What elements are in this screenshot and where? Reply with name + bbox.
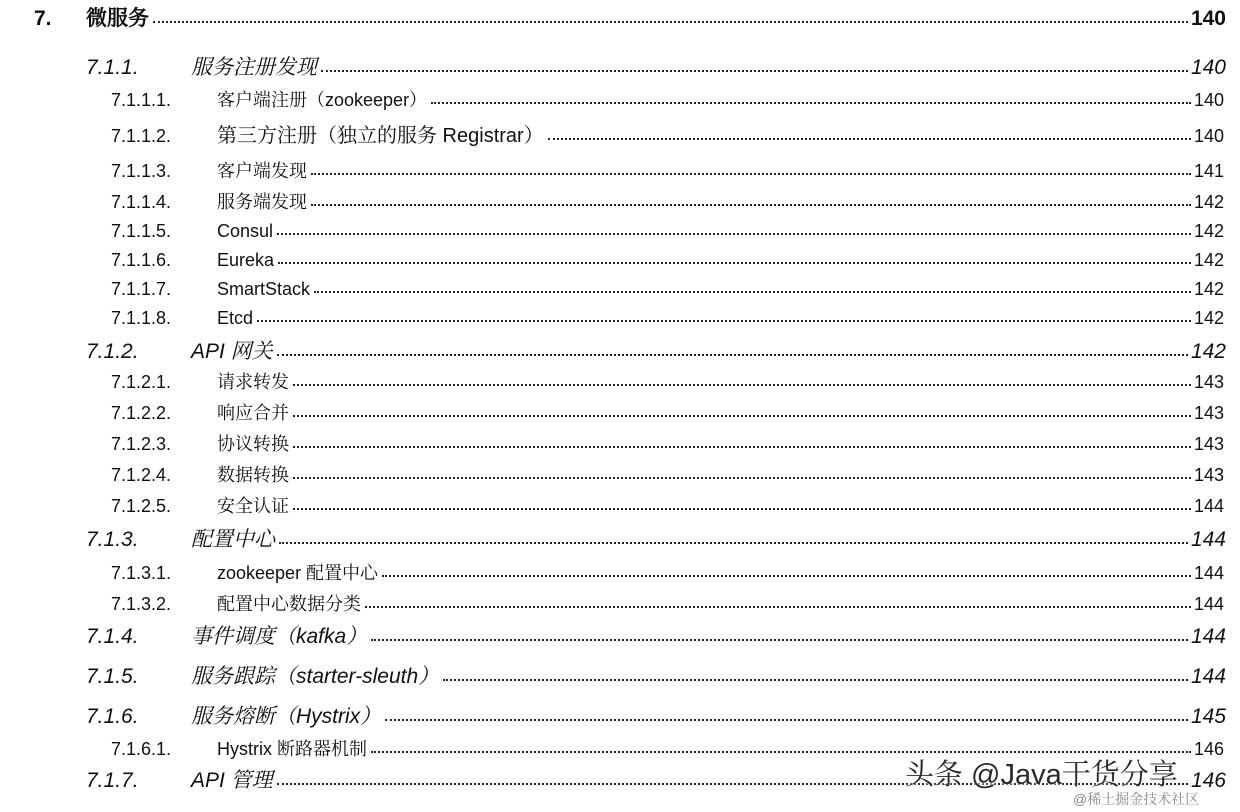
toc-page-number: 140 <box>1193 126 1224 146</box>
toc-entry-subsection[interactable] <box>111 309 1224 327</box>
dot-leader <box>548 138 1191 140</box>
toc-number: 7.1.2.2. <box>111 403 172 423</box>
dot-leader <box>279 542 1188 544</box>
toc-number: 7.1.1.5. <box>111 221 172 241</box>
toc-number: 7. <box>34 7 52 30</box>
toc-entry-chapter[interactable] <box>34 8 1226 29</box>
toc-entry-section[interactable] <box>86 529 1226 550</box>
dot-leader <box>257 320 1191 322</box>
toc-entry-subsection[interactable] <box>111 126 1224 146</box>
toc-entry-section[interactable] <box>86 666 1226 687</box>
toc-number: 7.1.2.5. <box>111 496 172 516</box>
toc-number: 7.1.3. <box>86 528 139 551</box>
toc-entry-subsection[interactable] <box>111 435 1224 453</box>
toc-entry-section[interactable] <box>86 706 1226 727</box>
toc-page-number: 144 <box>1190 625 1226 648</box>
toc-title: 服务端发现 <box>217 192 307 212</box>
toc-number: 7.1.1.3. <box>111 161 172 181</box>
toc-page-number: 142 <box>1193 250 1224 270</box>
toc-title: SmartStack <box>217 279 311 299</box>
toc-page-number: 143 <box>1193 403 1224 423</box>
toc-number: 7.1.7. <box>86 769 139 792</box>
toc-entry-subsection[interactable] <box>111 222 1224 240</box>
toc-page-number: 144 <box>1193 594 1224 614</box>
dot-leader <box>277 233 1191 235</box>
toc-entry-subsection[interactable] <box>111 497 1224 515</box>
toc-title: 第三方注册（独立的服务 Registrar） <box>217 125 544 147</box>
dot-leader <box>293 508 1191 510</box>
toc-title: 事件调度（kafka） <box>191 625 368 648</box>
dot-leader <box>431 102 1191 104</box>
toc-title: Eureka <box>217 250 275 270</box>
toc-page-number: 142 <box>1193 192 1224 212</box>
toc-title: Etcd <box>217 308 254 328</box>
watermark-sub: @稀土掘金技术社区 <box>1073 791 1200 807</box>
toc-title: 微服务 <box>86 7 149 30</box>
dot-leader <box>293 415 1191 417</box>
dot-leader <box>371 639 1188 641</box>
watermark-main: 头条 @Java干货分享 <box>905 759 1178 791</box>
toc-title: 服务注册发现 <box>191 56 317 79</box>
toc-title: 客户端发现 <box>217 161 307 181</box>
dot-leader <box>153 21 1188 23</box>
toc-page-number: 144 <box>1190 665 1226 688</box>
dot-leader <box>443 679 1188 681</box>
toc-page-number: 143 <box>1193 372 1224 392</box>
toc-page-number: 143 <box>1193 434 1224 454</box>
dot-leader <box>311 173 1191 175</box>
toc-page-number: 143 <box>1193 465 1224 485</box>
toc-entry-subsection[interactable] <box>111 466 1224 484</box>
toc-title: API 网关 <box>191 340 273 363</box>
dot-leader <box>278 262 1191 264</box>
toc-page-number: 145 <box>1190 705 1226 728</box>
toc-number: 7.1.6.1. <box>111 739 172 759</box>
dot-leader <box>382 575 1191 577</box>
toc-title: 安全认证 <box>217 496 289 516</box>
toc-number: 7.1.4. <box>86 625 139 648</box>
dot-leader <box>293 446 1191 448</box>
toc-number: 7.1.1.2. <box>111 126 172 146</box>
toc-entry-subsection[interactable] <box>111 251 1224 269</box>
toc-title: 协议转换 <box>217 434 289 454</box>
toc-entry-subsection[interactable] <box>111 373 1224 391</box>
toc-entry-subsection[interactable] <box>111 404 1224 422</box>
dot-leader <box>277 354 1188 356</box>
toc-title: 请求转发 <box>217 372 289 392</box>
toc-page-number: 142 <box>1190 340 1226 363</box>
dot-leader <box>314 291 1191 293</box>
toc-page-number: 144 <box>1193 563 1224 583</box>
toc-entry-section[interactable] <box>86 626 1226 647</box>
toc-number: 7.1.3.1. <box>111 563 172 583</box>
toc-number: 7.1.1.1. <box>111 90 172 110</box>
toc-number: 7.1.2. <box>86 340 139 363</box>
dot-leader <box>293 477 1191 479</box>
toc-number: 7.1.2.4. <box>111 465 172 485</box>
toc-number: 7.1.1.6. <box>111 250 172 270</box>
toc-title: zookeeper 配置中心 <box>217 563 379 583</box>
toc-title: Hystrix 断路器机制 <box>217 739 367 759</box>
toc-number: 7.1.5. <box>86 665 139 688</box>
toc-title: 配置中心数据分类 <box>217 594 361 614</box>
toc-title: 客户端注册（zookeeper） <box>217 90 428 110</box>
toc-title: 服务跟踪（starter-sleuth） <box>191 665 440 688</box>
toc-entry-section[interactable] <box>86 341 1226 362</box>
dot-leader <box>365 606 1191 608</box>
toc-title: 响应合并 <box>217 403 289 423</box>
toc-page-number: 140 <box>1193 90 1224 110</box>
toc-number: 7.1.1.7. <box>111 279 172 299</box>
toc-number: 7.1.1.8. <box>111 308 172 328</box>
toc-title: 配置中心 <box>191 528 275 551</box>
toc-page-number: 140 <box>1190 56 1226 79</box>
toc-page-number: 140 <box>1190 7 1226 30</box>
dot-leader <box>321 70 1188 72</box>
toc-page-number: 144 <box>1193 496 1224 516</box>
toc-page-number: 142 <box>1193 221 1224 241</box>
toc-entry-section[interactable] <box>86 57 1226 78</box>
dot-leader <box>293 384 1191 386</box>
toc-number: 7.1.2.3. <box>111 434 172 454</box>
toc-page-number: 146 <box>1193 739 1224 759</box>
toc-page-number: 141 <box>1193 161 1224 181</box>
toc-page-number: 142 <box>1193 308 1224 328</box>
toc-entry-subsection[interactable] <box>111 193 1224 211</box>
toc-title: 服务熔断（Hystrix） <box>191 705 382 728</box>
toc-title: API 管理 <box>191 769 273 792</box>
toc-entry-subsection[interactable] <box>111 162 1224 180</box>
toc-page-number: 146 <box>1190 769 1226 792</box>
toc-number: 7.1.1. <box>86 56 139 79</box>
toc-number: 7.1.2.1. <box>111 372 172 392</box>
toc-number: 7.1.6. <box>86 705 139 728</box>
toc-entry-subsection[interactable] <box>111 280 1224 298</box>
toc-entry-subsection[interactable] <box>111 595 1224 613</box>
toc-page-number: 142 <box>1193 279 1224 299</box>
toc-entry-subsection[interactable] <box>111 564 1224 582</box>
toc-number: 7.1.3.2. <box>111 594 172 614</box>
dot-leader <box>311 204 1191 206</box>
toc-number: 7.1.1.4. <box>111 192 172 212</box>
toc-entry-subsection[interactable] <box>111 91 1224 109</box>
toc-title: 数据转换 <box>217 465 289 485</box>
toc-title: Consul <box>217 221 274 241</box>
dot-leader <box>385 719 1188 721</box>
toc-page-number: 144 <box>1190 528 1226 551</box>
